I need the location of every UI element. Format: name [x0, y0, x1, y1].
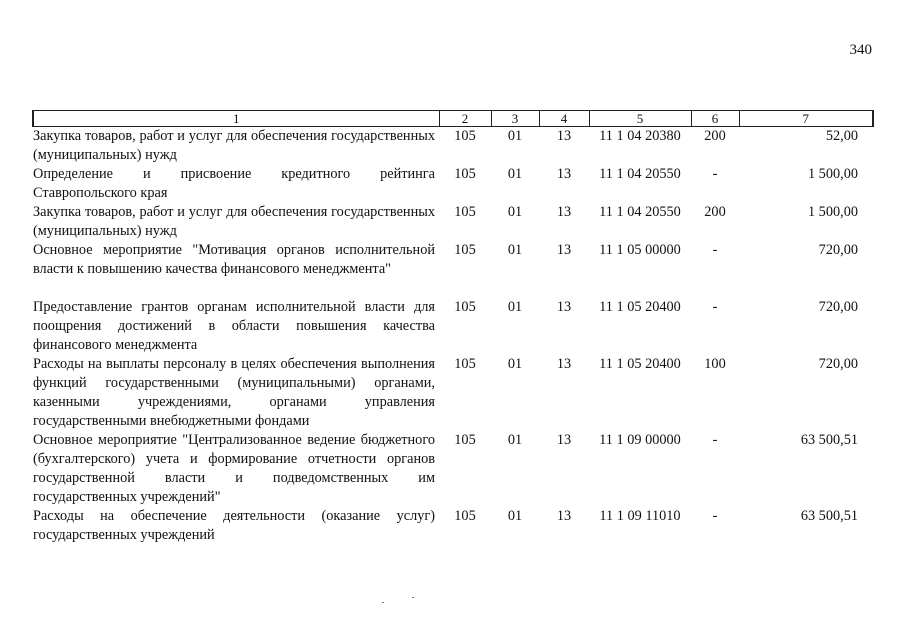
- row-amount: 1 500,00: [807, 204, 858, 220]
- row-col-5: 11 1 05 00000: [599, 242, 681, 258]
- row-name: Закупка товаров, работ и услуг для обеспечения государственных (муниципальных) нужд: [33, 204, 435, 239]
- row-amount: 720,00: [818, 242, 858, 258]
- row-amount: 63 500,51: [800, 508, 858, 524]
- row-col-6: -: [712, 242, 718, 258]
- row-name: Определение и присвоение кредитного рейтинга Ставропольского края: [33, 166, 435, 201]
- budget-table: [32, 110, 874, 545]
- table-row: [33, 298, 873, 355]
- header-row: [33, 111, 873, 127]
- row-col-3: 01: [507, 204, 523, 220]
- row-col-2: 105: [454, 432, 476, 448]
- table-row: [33, 165, 873, 203]
- table-row: [33, 203, 873, 241]
- table-row: [33, 355, 873, 431]
- row-col-2: 105: [454, 128, 476, 144]
- row-col-2: 105: [454, 356, 476, 372]
- row-col-3: 01: [507, 242, 523, 258]
- row-col-6: 200: [704, 204, 726, 220]
- column-header-5: 5: [589, 111, 691, 127]
- row-col-4: 13: [556, 432, 572, 448]
- row-col-3: 01: [507, 299, 523, 315]
- row-col-5: 11 1 04 20550: [599, 166, 681, 182]
- column-header-4: 4: [539, 111, 589, 127]
- row-col-6: 100: [704, 356, 726, 372]
- column-header-1: 1: [33, 111, 439, 127]
- row-col-3: 01: [507, 166, 523, 182]
- row-col-4: 13: [556, 166, 572, 182]
- row-col-5: 11 1 05 20400: [599, 299, 681, 315]
- row-amount: 720,00: [818, 299, 858, 315]
- row-amount: 52,00: [825, 128, 858, 144]
- row-col-2: 105: [454, 299, 476, 315]
- row-col-5: 11 1 09 00000: [599, 432, 681, 448]
- row-name: Расходы на выплаты персоналу в целях обеспечения выполнения функций государственными (муниципальными) органами, казенными учреждениями, органами управления государственными внебюджетными фондами: [33, 356, 435, 429]
- row-col-6: -: [712, 508, 718, 524]
- row-col-4: 13: [556, 204, 572, 220]
- row-col-2: 105: [454, 508, 476, 524]
- row-name: Предоставление грантов органам исполнительной власти для поощрения достижений в области повышения качества финансового менеджмента: [33, 299, 435, 353]
- row-name: Основное мероприятие "Централизованное ведение бюджетного (бухгалтерского) учета и формирование отчетности органов государственной власти и подведомственных им государственных учреждений": [33, 432, 435, 505]
- row-col-2: 105: [454, 204, 476, 220]
- row-col-3: 01: [507, 128, 523, 144]
- row-amount: 63 500,51: [800, 432, 858, 448]
- row-name: Расходы на обеспечение деятельности (оказание услуг) государственных учреждений: [33, 508, 435, 543]
- table-row: [33, 431, 873, 507]
- column-header-7: 7: [739, 111, 873, 127]
- row-col-5: 11 1 04 20550: [599, 204, 681, 220]
- table-row: [33, 127, 873, 166]
- column-header-6: 6: [691, 111, 739, 127]
- page-number: 340: [849, 42, 872, 58]
- row-col-5: 11 1 04 20380: [599, 128, 681, 144]
- row-name: Закупка товаров, работ и услуг для обеспечения государственных (муниципальных) нужд: [33, 128, 435, 163]
- scan-speck: [412, 597, 414, 598]
- column-header-3: 3: [491, 111, 539, 127]
- column-header-2: 2: [439, 111, 491, 127]
- row-name: Основное мероприятие "Мотивация органов исполнительной власти к повышению качества финансового менеджмента": [33, 242, 435, 277]
- row-col-4: 13: [556, 128, 572, 144]
- row-col-2: 105: [454, 242, 476, 258]
- row-col-4: 13: [556, 299, 572, 315]
- row-col-3: 01: [507, 508, 523, 524]
- table-row: [33, 241, 873, 298]
- row-amount: 1 500,00: [807, 166, 858, 182]
- row-col-6: -: [712, 432, 718, 448]
- row-col-6: 200: [704, 128, 726, 144]
- row-col-3: 01: [507, 356, 523, 372]
- row-col-4: 13: [556, 242, 572, 258]
- row-col-2: 105: [454, 166, 476, 182]
- row-col-4: 13: [556, 356, 572, 372]
- row-col-6: -: [712, 299, 718, 315]
- scan-speck: [382, 602, 384, 603]
- table-row: [33, 507, 873, 545]
- row-col-4: 13: [556, 508, 572, 524]
- row-col-5: 11 1 09 11010: [599, 508, 681, 524]
- row-amount: 720,00: [818, 356, 858, 372]
- row-col-3: 01: [507, 432, 523, 448]
- row-col-5: 11 1 05 20400: [599, 356, 681, 372]
- row-col-6: -: [712, 166, 718, 182]
